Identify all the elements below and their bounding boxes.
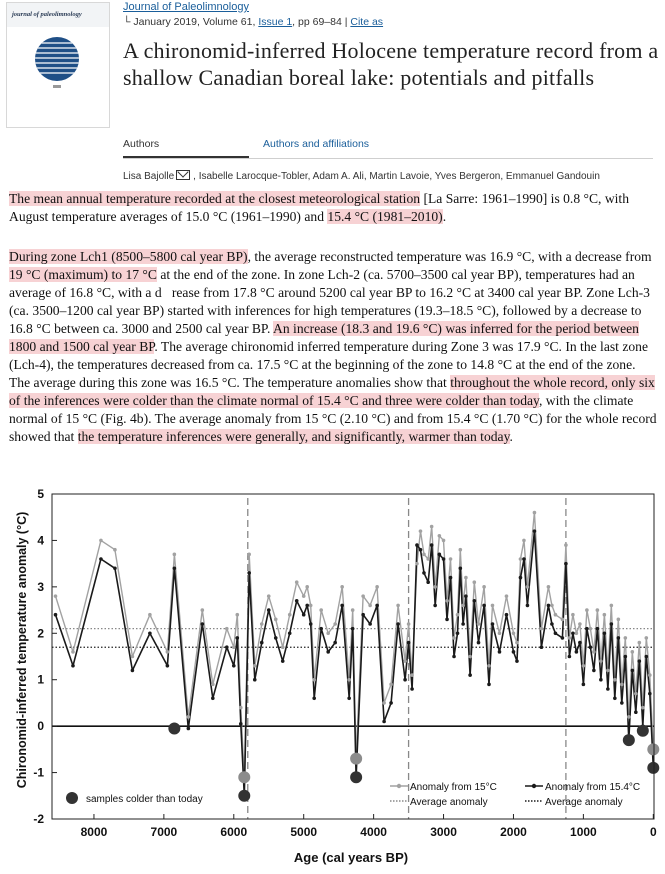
data-point [131, 655, 135, 659]
data-point [624, 636, 628, 640]
highlight: 19 °C (maximum) to 17 °C [9, 267, 157, 282]
data-point [281, 645, 285, 649]
cold-sample-marker [238, 771, 250, 783]
data-point [433, 604, 437, 608]
data-point [519, 576, 523, 580]
data-point [309, 604, 313, 608]
data-point [526, 585, 530, 589]
data-point [351, 627, 355, 631]
data-point [589, 645, 593, 649]
data-point [113, 566, 117, 570]
data-point [519, 557, 523, 561]
data-point [274, 636, 278, 640]
data-point [645, 636, 649, 640]
text: at the end of the zone. In zone Lch-2 (ca. 5700–3500 cal year BP), temperatures had an average of 16.8 °C, with a d rease from 17.8 °C around 5200 cal year BP to 16.2 °C at 3400 cal year BP. Zone Lch-3 (ca. 3500–1200 cal year BP) started with inferences for high temperatures (19.3–18.5 °C), followed by a decrease to 16.8 °C between ca. 3000 and 2500 cal year BP. [9, 267, 650, 336]
data-point [396, 604, 400, 608]
legend-avg2-label: Average anomaly [545, 797, 623, 808]
article-title: A chironomid-inferred Holocene temperature record from a shallow Canadian boreal lake: potentials and pitfalls [123, 38, 659, 90]
data-point [426, 557, 430, 561]
data-point [592, 669, 596, 673]
cold-sample-marker [647, 762, 659, 774]
data-point [281, 659, 285, 663]
data-point [247, 571, 251, 575]
data-point [473, 599, 477, 603]
data-point [235, 636, 239, 640]
data-point [410, 687, 414, 691]
data-point [422, 553, 426, 557]
data-point [430, 543, 434, 547]
text: . The average chironomid inferred temperature during Zone 3 was 17.9 °C. In the last zone (Lch-4), the temperatures decreased from ca. 17.5 °C at the beginning of the zone to 14.8 °C at the end of the zone. The average during this zone was 16.5 °C. The temperature anomalies show that [9, 339, 648, 390]
data-point [634, 710, 638, 714]
x-tick-label: 2000 [500, 825, 527, 839]
highlight: throughout the whole record, only six of the inferences were colder than the climate normal of 15.4 °C and three were colder than today [9, 375, 655, 408]
y-tick-label: -2 [33, 812, 44, 826]
chart-points [54, 511, 660, 802]
data-point [407, 641, 411, 645]
data-point [634, 692, 638, 696]
data-point [302, 594, 306, 598]
highlight: An increase (18.3 and 19.6 °C) was inferred for the period between 1800 and 1500 cal year BP [9, 321, 639, 354]
data-point [575, 631, 579, 635]
text: . [442, 209, 447, 224]
data-point [533, 529, 537, 533]
data-point [550, 622, 554, 626]
data-point [561, 618, 565, 622]
data-point [302, 613, 306, 617]
x-tick-label: 7000 [150, 825, 178, 839]
data-point [187, 727, 191, 731]
data-point [232, 645, 236, 649]
data-point [482, 604, 486, 608]
data-point [351, 608, 355, 612]
cover-globe-icon [7, 3, 109, 127]
data-point [54, 594, 58, 598]
data-point [599, 678, 603, 682]
data-point [382, 701, 386, 705]
data-point [333, 622, 337, 626]
data-point [512, 650, 516, 654]
x-tick-label: 8000 [80, 825, 108, 839]
data-point [515, 641, 519, 645]
cite-as-link[interactable]: Cite as [350, 16, 384, 28]
y-tick-label: 2 [37, 626, 44, 641]
data-point [533, 511, 537, 515]
data-point [464, 576, 468, 580]
data-point [235, 613, 239, 617]
data-point [201, 608, 205, 612]
data-point [426, 580, 430, 584]
data-point [415, 543, 419, 547]
data-point [487, 664, 491, 668]
text: , the average reconstructed temperature was 16.9 °C, with a decrease from [247, 249, 652, 264]
legend-avg1-label: Average anomaly [410, 797, 488, 808]
data-point [482, 585, 486, 589]
paragraph-climate [9, 190, 657, 226]
highlight: the temperature inferences were generally, and significantly, warmer than today [77, 429, 510, 444]
cover-journal-title: journal of paleolimnology [12, 11, 82, 18]
cold-sample-marker [647, 743, 659, 755]
data-point [415, 562, 419, 566]
y-tick-label: 3 [37, 579, 44, 594]
data-point [571, 613, 575, 617]
data-point [239, 722, 243, 726]
data-point [452, 655, 456, 659]
data-point [589, 627, 593, 631]
cold-sample-marker [350, 753, 362, 765]
highlight: The mean annual temperature recorded at the closest meteorological station [9, 191, 421, 206]
data-point [225, 627, 229, 631]
data-point [375, 585, 379, 589]
data-point [166, 650, 170, 654]
legend-series1-label: Anomaly from 15°C [410, 782, 497, 793]
data-point [71, 664, 75, 668]
data-point [312, 678, 316, 682]
data-point [578, 622, 582, 626]
data-point [452, 636, 456, 640]
data-point [288, 613, 292, 617]
data-point [319, 627, 323, 631]
data-point [638, 659, 642, 663]
data-point [340, 585, 344, 589]
data-point [554, 613, 558, 617]
legend-cold-label: samples colder than today [86, 794, 203, 805]
data-point [166, 664, 170, 668]
data-point [225, 645, 229, 649]
email-icon[interactable] [176, 170, 190, 180]
x-tick-label: 4000 [360, 825, 387, 839]
cold-sample-marker [637, 725, 649, 737]
data-point [247, 553, 251, 557]
data-point [433, 585, 437, 589]
cold-sample-marker [238, 790, 250, 802]
data-point [491, 604, 495, 608]
data-point [274, 618, 278, 622]
data-point [585, 627, 589, 631]
journal-link[interactable]: Journal of Paleolimnology [123, 1, 249, 13]
data-point [267, 608, 271, 612]
data-point [631, 669, 635, 673]
x-tick-label: 1000 [570, 825, 597, 839]
y-tick-label: 5 [37, 487, 44, 501]
y-tick-label: 1 [37, 672, 44, 687]
data-point [606, 669, 610, 673]
data-point [526, 604, 530, 608]
data-point [468, 655, 472, 659]
data-point [449, 557, 453, 561]
data-point [491, 622, 495, 626]
data-point [620, 701, 624, 705]
data-point [585, 608, 589, 612]
data-point [603, 631, 607, 635]
data-point [442, 539, 446, 543]
data-point [267, 594, 271, 598]
data-point [461, 604, 465, 608]
x-tick-label: 3000 [430, 825, 457, 839]
data-point [603, 613, 607, 617]
data-point [468, 673, 472, 677]
data-point [477, 641, 481, 645]
data-point [187, 715, 191, 719]
legend-series2-label: Anomaly from 15.4°C [545, 782, 641, 793]
page-range: , pp 69–84 | [292, 16, 348, 28]
data-point [487, 683, 491, 687]
data-point [464, 594, 468, 598]
journal-cover-image [6, 2, 110, 128]
data-point [375, 604, 379, 608]
data-point [624, 655, 628, 659]
data-point [148, 631, 152, 635]
highlight: During zone Lch1 (8500–5800 cal year BP) [9, 249, 248, 264]
data-point [445, 618, 449, 622]
data-point [326, 650, 330, 654]
data-point [578, 641, 582, 645]
data-point [610, 604, 614, 608]
data-point [407, 622, 411, 626]
data-point [309, 622, 313, 626]
data-point [211, 683, 215, 687]
x-tick-label: 6000 [220, 825, 248, 839]
data-point [599, 659, 603, 663]
data-point [99, 557, 103, 561]
data-point [438, 553, 442, 557]
data-point [173, 566, 177, 570]
data-point [305, 604, 309, 608]
data-point [253, 664, 257, 668]
data-point [459, 548, 463, 552]
data-point [113, 548, 117, 552]
data-point [305, 585, 309, 589]
author-lisa-bajolle[interactable]: Lisa Bajolle [123, 171, 175, 182]
data-point [648, 692, 652, 696]
data-point [645, 655, 649, 659]
tab-divider [123, 158, 653, 159]
data-point [522, 539, 526, 543]
data-point [540, 627, 544, 631]
data-point [295, 599, 299, 603]
data-point [617, 636, 621, 640]
data-point [382, 720, 386, 724]
data-point [410, 673, 414, 677]
data-point [99, 539, 103, 543]
date-volume: January 2019, Volume 61, [133, 16, 256, 28]
cold-sample-marker [350, 771, 362, 783]
data-point [396, 622, 400, 626]
text: , with the climate normal of 15 °C (Fig. 4b). The average anomaly from 15 °C (2.10 °C) and from 15.4 °C (1.70 °C) for the whole record showed that [9, 393, 657, 444]
data-point [389, 701, 393, 705]
data-point [627, 715, 631, 719]
data-point [173, 553, 177, 557]
temperature-anomaly-chart [0, 484, 665, 874]
data-point [319, 608, 323, 612]
data-point [389, 683, 393, 687]
data-point [347, 678, 351, 682]
data-point [473, 580, 477, 584]
data-point [498, 650, 502, 654]
data-point [596, 627, 600, 631]
data-point [582, 683, 586, 687]
author-list [123, 170, 600, 182]
x-axis-label: Age (cal years BP) [293, 850, 409, 865]
data-point [505, 613, 509, 617]
other-authors: , Isabelle Larocque-Tobler, Adam A. Ali, Martin Lavoie, Yves Bergeron, Emmanuel Gandouin [193, 171, 600, 182]
data-point [512, 631, 516, 635]
data-point [253, 678, 257, 682]
data-point [445, 599, 449, 603]
text: [La Sarre: 1961–1990] is 0.8 °C, with August temperature averages of 15.0 °C (1961–1990) and [9, 191, 629, 224]
data-point [547, 585, 551, 589]
data-point [403, 678, 407, 682]
data-point [288, 631, 292, 635]
data-point [201, 622, 205, 626]
data-point [613, 678, 617, 682]
data-point [540, 645, 544, 649]
data-point [610, 622, 614, 626]
data-point [456, 631, 460, 635]
data-point [575, 650, 579, 654]
y-tick-label: 0 [37, 719, 44, 734]
data-point [368, 622, 372, 626]
data-point [568, 655, 572, 659]
data-point [522, 557, 526, 561]
data-point [477, 622, 481, 626]
data-point [442, 557, 446, 561]
data-point [568, 636, 572, 640]
data-point [550, 604, 554, 608]
data-point [239, 706, 243, 710]
data-point [361, 613, 365, 617]
data-point [419, 529, 423, 533]
data-point [547, 604, 551, 608]
cold-sample-marker [623, 734, 635, 746]
tab-authors[interactable]: Authors [123, 138, 160, 150]
y-tick-label: 4 [37, 533, 44, 548]
data-point [515, 659, 519, 663]
data-point [449, 576, 453, 580]
chart-legend [66, 782, 640, 808]
data-point [71, 650, 75, 654]
data-point [564, 543, 568, 547]
data-point [347, 696, 351, 700]
data-point [456, 613, 460, 617]
data-point [613, 696, 617, 700]
data-point [438, 534, 442, 538]
data-point [498, 631, 502, 635]
y-tick-label: -1 [33, 765, 44, 780]
data-point [596, 608, 600, 612]
data-point [131, 669, 135, 673]
data-point [403, 659, 407, 663]
data-point [333, 641, 337, 645]
issue-info [123, 16, 383, 28]
tab-authors-and-affiliations[interactable]: Authors and affiliations [263, 138, 370, 150]
data-point [648, 673, 652, 677]
data-point [260, 641, 264, 645]
data-point [571, 631, 575, 635]
data-point [361, 594, 365, 598]
data-point [430, 525, 434, 529]
data-point [561, 636, 565, 640]
data-point [368, 604, 372, 608]
return-arrow-icon: └ [123, 16, 131, 28]
data-point [459, 566, 463, 570]
data-point [564, 562, 568, 566]
cold-sample-marker [168, 722, 180, 734]
x-tick-label: 5000 [290, 825, 318, 839]
highlight: 15.4 °C (1981–2010) [327, 209, 443, 224]
data-point [211, 696, 215, 700]
data-point [260, 622, 264, 626]
paragraph-zones [9, 248, 657, 446]
data-point [582, 664, 586, 668]
data-point [620, 683, 624, 687]
legend-series1-marker [397, 784, 401, 788]
data-point [232, 664, 236, 668]
data-point [606, 687, 610, 691]
data-point [54, 613, 58, 617]
data-point [340, 604, 344, 608]
issue-link[interactable]: Issue 1 [258, 16, 293, 28]
legend-series2-marker [532, 784, 536, 788]
legend-cold-marker [66, 792, 78, 804]
data-point [638, 641, 642, 645]
data-point [631, 650, 635, 654]
data-point [326, 631, 330, 635]
y-axis-label: Chironomid-inferred temperature anomaly (°C) [15, 511, 29, 789]
data-point [422, 571, 426, 575]
text: . [509, 429, 513, 444]
data-point [295, 580, 299, 584]
data-point [592, 650, 596, 654]
data-point [419, 548, 423, 552]
data-point [554, 631, 558, 635]
data-point [617, 618, 621, 622]
data-point [641, 706, 645, 710]
data-point [461, 622, 465, 626]
data-point [505, 594, 509, 598]
x-tick-label: 0 [649, 825, 657, 839]
data-point [312, 696, 316, 700]
data-point [148, 613, 152, 617]
